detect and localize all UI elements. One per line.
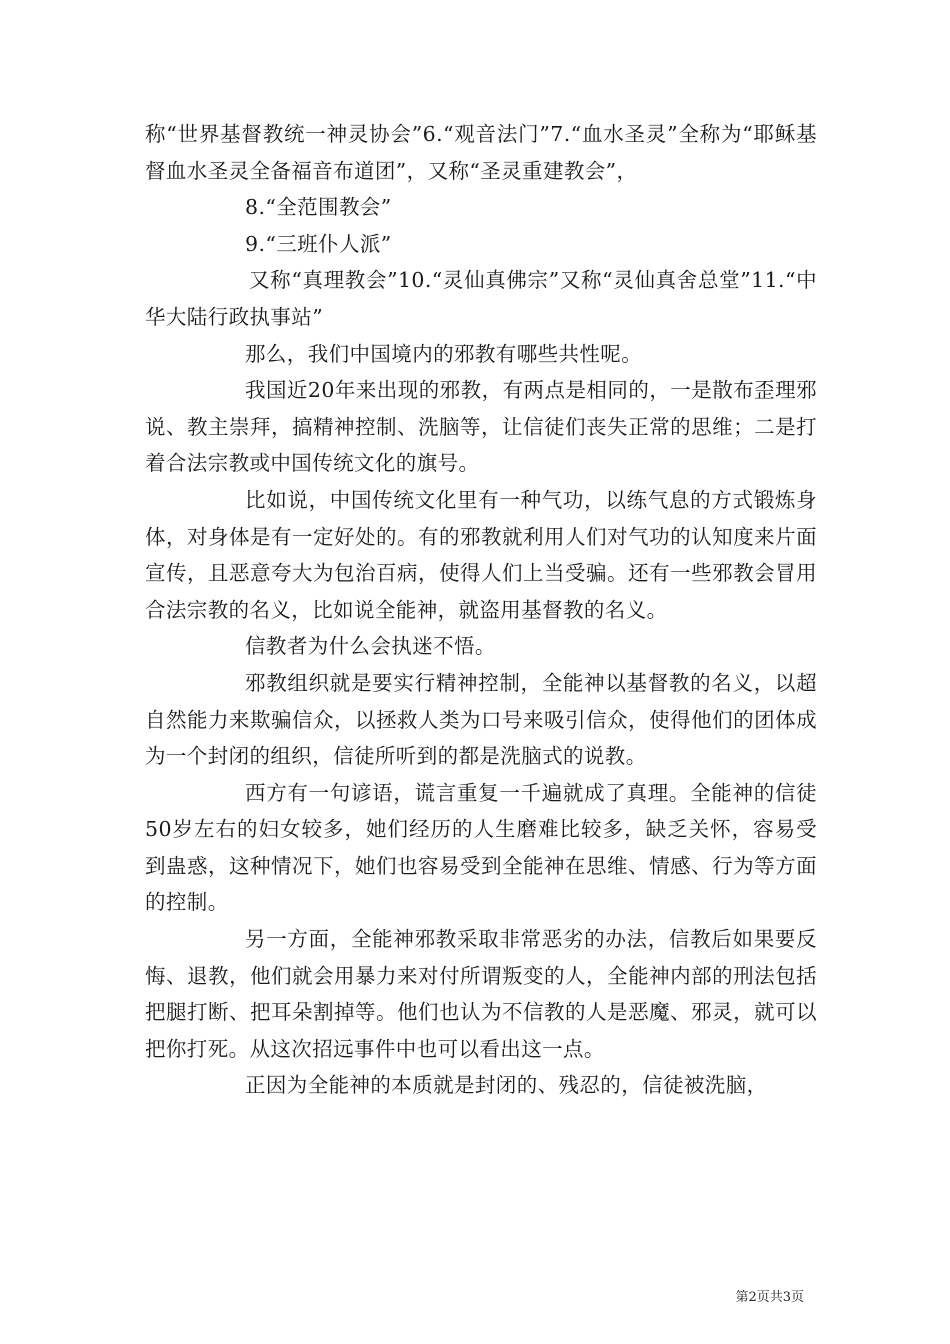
paragraph-two-common-points: 我国近20年来出现的邪教，有两点是相同的，一是散布歪理邪说、教主崇拜，搞精神控制、洗脑等，让信徒们丧失正常的思维；二是打着合法宗教或中国传统文化的旗号。 [145,378,817,476]
paragraph-question-believers: 信教者为什么会执迷不悟。 [245,634,496,659]
paragraph-list-items-10-11: 又称“真理教会”10.“灵仙真佛宗”又称“灵仙真舍总堂”11.“中华大陆行政执事站” [145,268,817,329]
list-item-8: 8.“全范围教会” [245,195,392,220]
paragraph-western-proverb: 西方有一句谚语，谎言重复一千遍就成了真理。全能神的信徒50岁左右的妇女较多，她们经历的人生磨难比较多，缺乏关怀，容易受到蛊惑，这种情况下，她们也容易受到全能神在思维、情感、行为等方面的控制。 [145,780,817,915]
paragraph-violence: 另一方面，全能神邪教采取非常恶劣的办法，信教后如果要反悔、退教，他们就会用暴力来对付所谓叛变的人，全能神内部的刑法包括把腿打断、把耳朵割掉等。他们也认为不信教的人是恶魔、邪灵，就可以把你打死。从这次招远事件中也可以看出这一点。 [145,927,817,1061]
paragraph-qigong-example: 比如说，中国传统文化里有一种气功，以练气息的方式锻炼身体，对身体是有一定好处的。有的邪教就利用人们对气功的认知度来片面宣传，且恶意夸大为包治百病，使得人们上当受骗。还有一些邪教会冒用合法宗教的名义，比如说全能神，就盗用基督教的名义。 [145,487,817,622]
list-item-9: 9.“三班仆人派” [245,231,392,256]
paragraph-question-common-traits: 那么，我们中国境内的邪教有哪些共性呢。 [245,341,643,366]
page-number-footer: 第2页共3页 [735,1290,804,1305]
paragraph-closing: 正因为全能神的本质就是封闭的、残忍的，信徒被洗脑， [245,1073,768,1098]
paragraph-list-continuation: 称“世界基督教统一神灵协会”6.“观音法门”7.“血水圣灵”全称为“耶稣基督血水圣灵全备福音布道团”，又称“圣灵重建教会”， [145,122,817,183]
paragraph-mind-control: 邪教组织就是要实行精神控制，全能神以基督教的名义，以超自然能力来欺骗信众，以拯救人类为口号来吸引信众，使得他们的团体成为一个封闭的组织，信徒所听到的都是洗脑式的说教。 [145,670,817,769]
body-text [145,116,817,1104]
